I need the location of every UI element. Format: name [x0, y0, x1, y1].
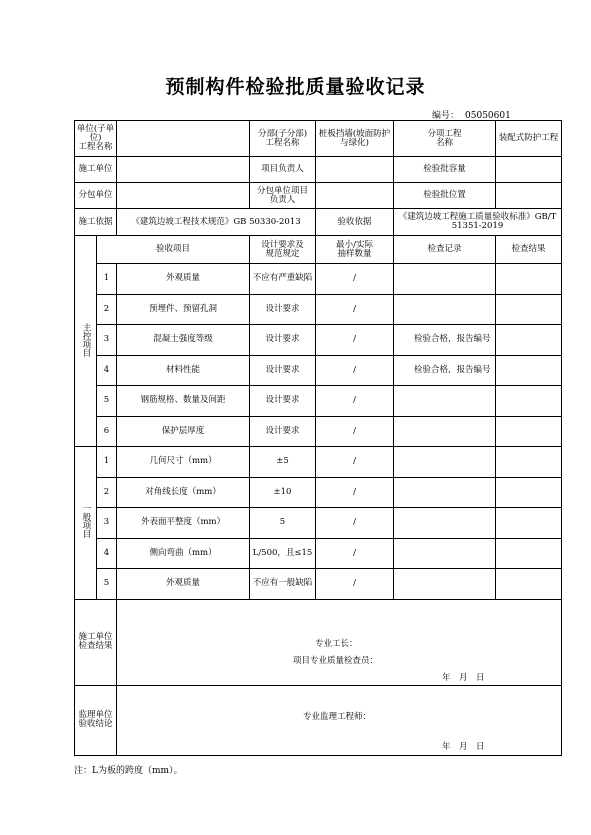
general-group-label: 一般项目 [75, 447, 97, 600]
contractor-check-content[interactable] [117, 599, 562, 685]
header-row-project [75, 121, 562, 157]
item-record[interactable] [394, 294, 496, 325]
item-result[interactable] [496, 294, 562, 325]
item-result[interactable] [496, 325, 562, 356]
batch-capacity-label: 检验批容量 [394, 157, 496, 183]
item-sample: / [316, 569, 394, 600]
item-number: 1 [97, 447, 117, 478]
acceptance-basis-value[interactable]: 《建筑边坡工程施工质量验收标准》GB/T 51351-2019 [394, 209, 562, 236]
col-sample: 最小/实际 抽样数量 [316, 236, 394, 264]
table-row [75, 447, 562, 478]
item-sample: / [316, 325, 394, 356]
item-record[interactable]: 检验合格，报告编号 [394, 355, 496, 386]
item-number: 5 [97, 569, 117, 600]
item-result[interactable] [496, 538, 562, 569]
contractor-check-label: 施工单位 检查结果 [75, 599, 117, 685]
item-record[interactable] [394, 447, 496, 478]
table-row [75, 355, 562, 386]
sub-pm-label: 分包单位项目 负责人 [250, 183, 316, 209]
item-result[interactable] [496, 447, 562, 478]
item-result[interactable] [496, 477, 562, 508]
item-name: 材料性能 [117, 355, 250, 386]
supervisor-check [75, 685, 562, 755]
header-row-basis [75, 209, 562, 236]
basis-value[interactable]: 《建筑边坡工程技术规范》GB 50330-2013 [117, 209, 316, 236]
inspector-label: 项目专业质量检查员： [293, 655, 379, 666]
item-design: 设计要求 [250, 294, 316, 325]
item-design: ±10 [250, 477, 316, 508]
item-number: 1 [97, 264, 117, 295]
item-sample: / [316, 355, 394, 386]
item-design: 设计要求 [250, 325, 316, 356]
item-record[interactable] [394, 508, 496, 539]
item-number: 2 [97, 294, 117, 325]
unit-value[interactable] [117, 121, 250, 157]
item-design: 设计要求 [250, 416, 316, 447]
contractor-value[interactable] [117, 157, 250, 183]
supervisor-engineer-label: 专业监理工程师： [303, 711, 372, 722]
batch-capacity-value[interactable] [496, 157, 562, 183]
item-name: 侧向弯曲（mm） [117, 538, 250, 569]
item-number: 5 [97, 386, 117, 417]
item-result[interactable] [496, 508, 562, 539]
main-group-label: 主控项目 [75, 236, 97, 447]
subcontractor-value[interactable] [117, 183, 250, 209]
item-name: 几何尺寸（mm） [117, 447, 250, 478]
sub-value[interactable]: 桩板挡墙(坡面防护与绿化) [316, 121, 394, 157]
item-record[interactable] [394, 416, 496, 447]
contractor-date: 年 月 日 [442, 672, 485, 683]
item-name: 保护层厚度 [117, 416, 250, 447]
item-number: 6 [97, 416, 117, 447]
table-row [75, 569, 562, 600]
item-record[interactable] [394, 264, 496, 295]
supervisor-check-label: 监理单位 验收结论 [75, 685, 117, 755]
acceptance-basis-label: 验收依据 [316, 209, 394, 236]
unit-label: 单位(子单位) 工程名称 [75, 121, 117, 157]
item-result[interactable] [496, 386, 562, 417]
col-design: 设计要求及 规范规定 [250, 236, 316, 264]
item-sample: / [316, 416, 394, 447]
item-design: 不应有严重缺陷 [250, 264, 316, 295]
inspection-form-table [74, 120, 562, 756]
item-sample: / [316, 294, 394, 325]
col-record: 检查记录 [394, 236, 496, 264]
item-design: L/500，且≤15 [250, 538, 316, 569]
item-sample: / [316, 538, 394, 569]
supervisor-date: 年 月 日 [442, 741, 485, 752]
item-design: 5 [250, 508, 316, 539]
table-row [75, 325, 562, 356]
item-value[interactable]: 装配式防护工程 [496, 121, 562, 157]
batch-location-label: 检验批位置 [394, 183, 496, 209]
item-sample: / [316, 264, 394, 295]
item-name: 对角线长度（mm） [117, 477, 250, 508]
item-sample: / [316, 386, 394, 417]
item-name: 外表面平整度（mm） [117, 508, 250, 539]
table-row [75, 386, 562, 417]
subcontractor-label: 分包单位 [75, 183, 117, 209]
item-name: 钢筋规格、数量及间距 [117, 386, 250, 417]
pm-label: 项目负责人 [250, 157, 316, 183]
column-header-row [75, 236, 562, 264]
item-design: 不应有一般缺陷 [250, 569, 316, 600]
table-row [75, 264, 562, 295]
item-design: 设计要求 [250, 355, 316, 386]
item-name: 外观质量 [117, 264, 250, 295]
item-name: 外观质量 [117, 569, 250, 600]
footnote: 注：L为板的跨度（mm）。 [74, 766, 183, 776]
item-sample: / [316, 447, 394, 478]
item-sample: / [316, 477, 394, 508]
doc-number-label: 编号： [432, 111, 460, 121]
item-sample: / [316, 508, 394, 539]
item-record[interactable] [394, 477, 496, 508]
item-record[interactable]: 检验合格，报告编号 [394, 325, 496, 356]
item-name: 混凝土强度等级 [117, 325, 250, 356]
col-item: 验收项目 [97, 236, 250, 264]
item-result[interactable] [496, 416, 562, 447]
item-number: 3 [97, 508, 117, 539]
table-row [75, 294, 562, 325]
item-number: 4 [97, 538, 117, 569]
item-result[interactable] [496, 355, 562, 386]
item-design: ±5 [250, 447, 316, 478]
item-name: 预埋件、预留孔洞 [117, 294, 250, 325]
foreman-label: 专业工长： [315, 638, 358, 649]
item-number: 4 [97, 355, 117, 386]
supervisor-check-content[interactable] [117, 685, 562, 755]
item-label: 分项工程 名称 [394, 121, 496, 157]
doc-number-value: 05050601 [465, 111, 511, 121]
item-record[interactable] [394, 569, 496, 600]
item-number: 3 [97, 325, 117, 356]
contractor-check [75, 599, 562, 685]
item-result[interactable] [496, 569, 562, 600]
col-result: 检查结果 [496, 236, 562, 264]
page-title: 预制构件检验批质量验收记录 [165, 76, 426, 98]
item-number: 2 [97, 477, 117, 508]
sub-label: 分部(子分部) 工程名称 [250, 121, 316, 157]
item-result[interactable] [496, 264, 562, 295]
table-row [75, 538, 562, 569]
basis-label: 施工依据 [75, 209, 117, 236]
item-design: 设计要求 [250, 386, 316, 417]
table-row [75, 477, 562, 508]
batch-location-value[interactable] [496, 183, 562, 209]
table-row [75, 508, 562, 539]
table-row [75, 416, 562, 447]
item-record[interactable] [394, 538, 496, 569]
contractor-label: 施工单位 [75, 157, 117, 183]
sub-pm-value[interactable] [316, 183, 394, 209]
item-record[interactable] [394, 386, 496, 417]
header-row-subcontractor [75, 183, 562, 209]
header-row-contractor [75, 157, 562, 183]
pm-value[interactable] [316, 157, 394, 183]
